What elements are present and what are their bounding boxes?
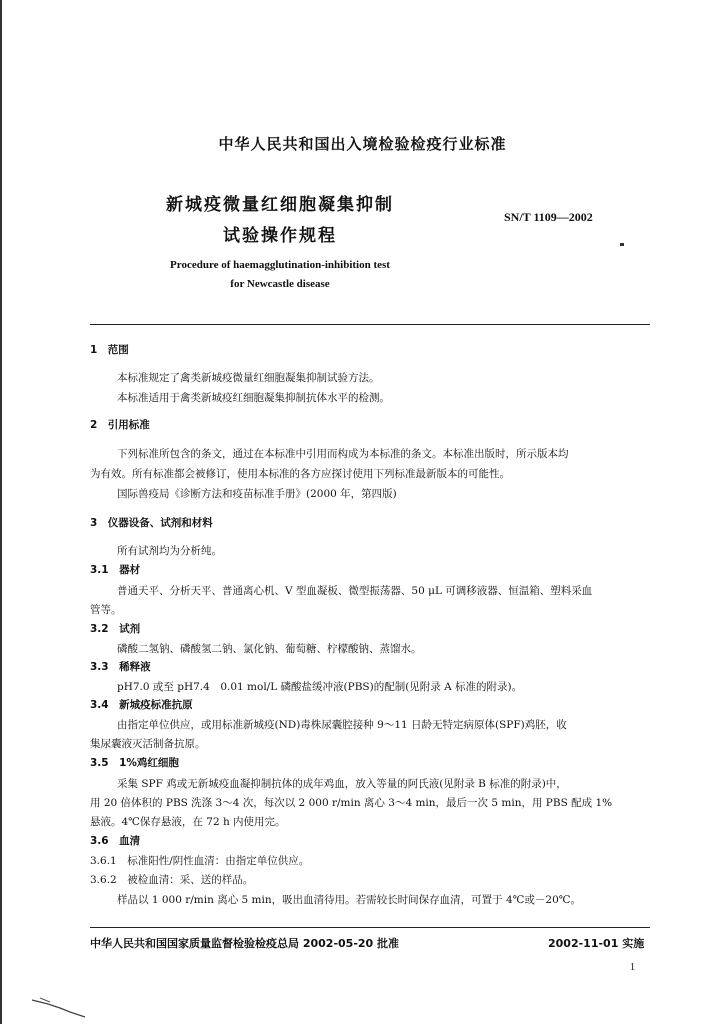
scan-left-edge: [0, 0, 2, 1024]
section-3-4-heading: 3.4 新城疫标准抗原: [90, 699, 193, 711]
implementation-date: 2002-11-01 实施: [548, 937, 645, 950]
section-3-5-line-2: 用 20 倍体积的 PBS 洗涤 3～4 次，每次以 2 000 r/min 离心 3～4 min，最后一次 5 min，用 PBS 配成 1%: [90, 797, 613, 809]
section-3-2-paragraph: 磷酸二氢钠、磷酸氢二钠、氯化钠、葡萄糖、柠檬酸钠、蒸馏水。: [117, 643, 422, 655]
page-number: 1: [630, 962, 635, 973]
section-3-heading: 3 仪器设备、试剂和材料: [90, 517, 213, 529]
industry-standard-heading: 中华人民共和国出入境检验检疫行业标准: [218, 135, 507, 153]
english-title-line-2: for Newcastle disease: [230, 278, 330, 290]
section-3-1-line-2: 管等。: [90, 604, 122, 616]
standard-code: SN/T 1109—2002: [504, 210, 593, 224]
section-2-heading: 2 引用标准: [90, 419, 150, 431]
section-3-5-line-1: 采集 SPF 鸡或无新城疫血凝抑制抗体的成年鸡血，放入等量的阿氏液(见附录 B 标准的附录)中，: [117, 778, 567, 790]
title-line-1: 新城疫微量红细胞凝集抑制: [166, 195, 394, 215]
section-3-6-1: 3.6.1 标准阳性/阴性血清：由指定单位供应。: [90, 855, 310, 867]
scan-smudge: [30, 990, 100, 1020]
section-1-paragraph-1: 本标准规定了禽类新城疫微量红细胞凝集抑制试验方法。: [117, 372, 380, 384]
section-3-4-line-1: 由指定单位供应，或用标准新城疫(ND)毒株尿囊腔接种 9～11 日龄无特定病原体(SPF)鸡胚，收: [117, 719, 567, 731]
section-3-2-heading: 3.2 试剂: [90, 623, 141, 635]
section-1-paragraph-2: 本标准适用于禽类新城疫红细胞凝集抑制抗体水平的检测。: [117, 392, 390, 404]
approval-line: 中华人民共和国国家质量监督检验检疫总局 2002-05-20 批准: [90, 937, 400, 950]
section-3-4-line-2: 集尿囊液灭活制备抗原。: [90, 738, 206, 750]
section-3-1-line-1: 普通天平、分析天平、普通离心机、V 型血凝板、微型振荡器、50 μL 可调移液器、恒温箱、塑料采血: [117, 585, 593, 597]
english-title-line-1: Procedure of haemagglutination-inhibition test: [170, 259, 390, 271]
section-3-5-line-3: 悬液。4℃保存悬液，在 72 h 内使用完。: [90, 816, 286, 828]
section-3-6-2: 3.6.2 被检血清：采、送的样品。: [90, 874, 254, 886]
header-rule: [90, 324, 650, 325]
section-2-reference: 国际兽疫局《诊断方法和疫苗标准手册》(2000 年，第四版): [117, 488, 397, 500]
section-3-3-paragraph: pH7.0 或至 pH7.4 0.01 mol/L 磷酸盐缓冲液(PBS)的配制(见附录 A 标准的附录)。: [117, 681, 523, 693]
section-2-paragraph-1-line-1: 下列标准所包含的条文，通过在本标准中引用而构成为本标准的条文。本标准出版时，所示版本均: [117, 448, 569, 460]
section-3-paragraph: 所有试剂均为分析纯。: [117, 545, 222, 557]
title-line-2: 试验操作规程: [223, 226, 337, 246]
section-3-1-heading: 3.1 器材: [90, 564, 141, 576]
footer-rule: [90, 927, 650, 928]
section-3-6-2-paragraph: 样品以 1 000 r/min 离心 5 min，吸出血清待用。若需较长时间保存血清，可置于 4℃或－20℃。: [117, 894, 582, 906]
scan-speck: [620, 243, 624, 246]
section-2-paragraph-1-line-2: 为有效。所有标准都会被修订，使用本标准的各方应探讨使用下列标准最新版本的可能性。: [90, 468, 510, 480]
section-3-6-heading: 3.6 血清: [90, 835, 141, 847]
section-1-heading: 1 范围: [90, 344, 129, 356]
section-3-3-heading: 3.3 稀释液: [90, 661, 151, 673]
section-3-5-heading: 3.5 1%鸡红细胞: [90, 757, 179, 769]
